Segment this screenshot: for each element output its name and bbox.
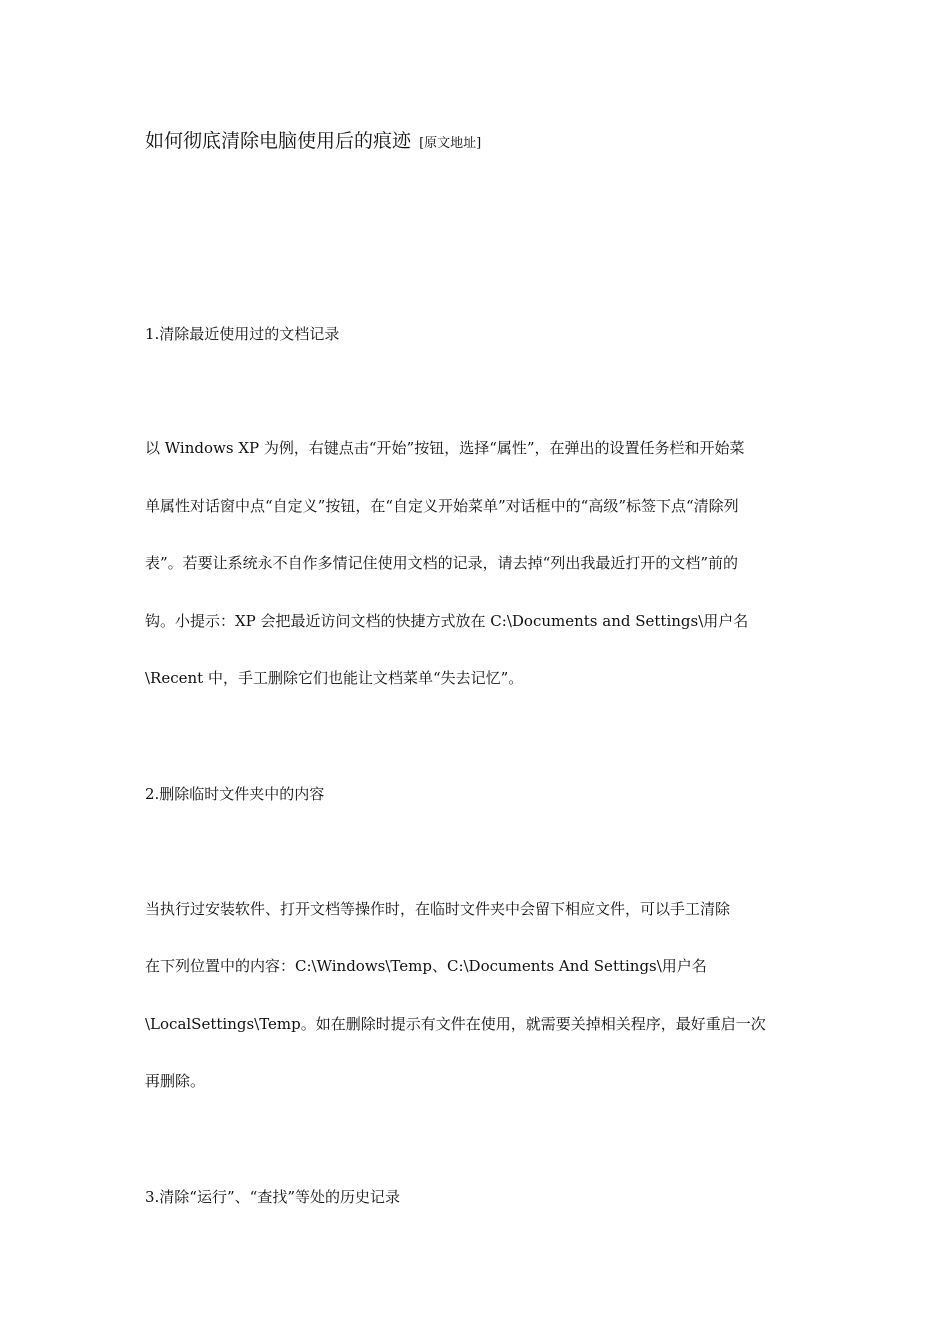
section-3-heading: 3.清除“运行”、“查找”等处的历史记录 xyxy=(145,1188,400,1206)
section-1-heading: 1.清除最近使用过的文档记录 xyxy=(145,325,340,343)
section-2-line: 再删除。 xyxy=(145,1072,206,1090)
section-1-line: 表”。若要让系统永不自作多情记住使用文档的记录，请去掉“列出我最近打开的文档”前的 xyxy=(145,554,739,572)
section-2-line: \LocalSettings\Temp。如在删除时提示有文件在使用，就需要关掉相关程序，最好重启一次 xyxy=(145,1015,766,1033)
section-1-line: 单属性对话窗中点“自定义”按钮，在“自定义开始菜单”对话框中的“高级”标签下点“清除列 xyxy=(145,497,739,515)
section-2-heading: 2.删除临时文件夹中的内容 xyxy=(145,785,325,803)
document-title xyxy=(145,128,481,157)
source-link[interactable]: [原文地址] xyxy=(419,136,482,151)
title-text: 如何彻底清除电脑使用后的痕迹 xyxy=(145,130,412,152)
section-2-line: 在下列位置中的内容：C:\Windows\Temp、C:\Documents And Settings\用户名 xyxy=(145,957,707,975)
section-1-line: 钩。小提示：XP 会把最近访问文档的快捷方式放在 C:\Documents and Settings\用户名 xyxy=(145,612,749,630)
section-2-line: 当执行过安装软件、打开文档等操作时，在临时文件夹中会留下相应文件，可以手工清除 xyxy=(145,900,731,918)
section-1-line: 以 Windows XP 为例，右键点击“开始”按钮，选择“属性”，在弹出的设置任务栏和开始菜 xyxy=(145,439,745,457)
section-1-line: \Recent 中，手工删除它们也能让文档菜单“失去记忆”。 xyxy=(145,669,524,687)
